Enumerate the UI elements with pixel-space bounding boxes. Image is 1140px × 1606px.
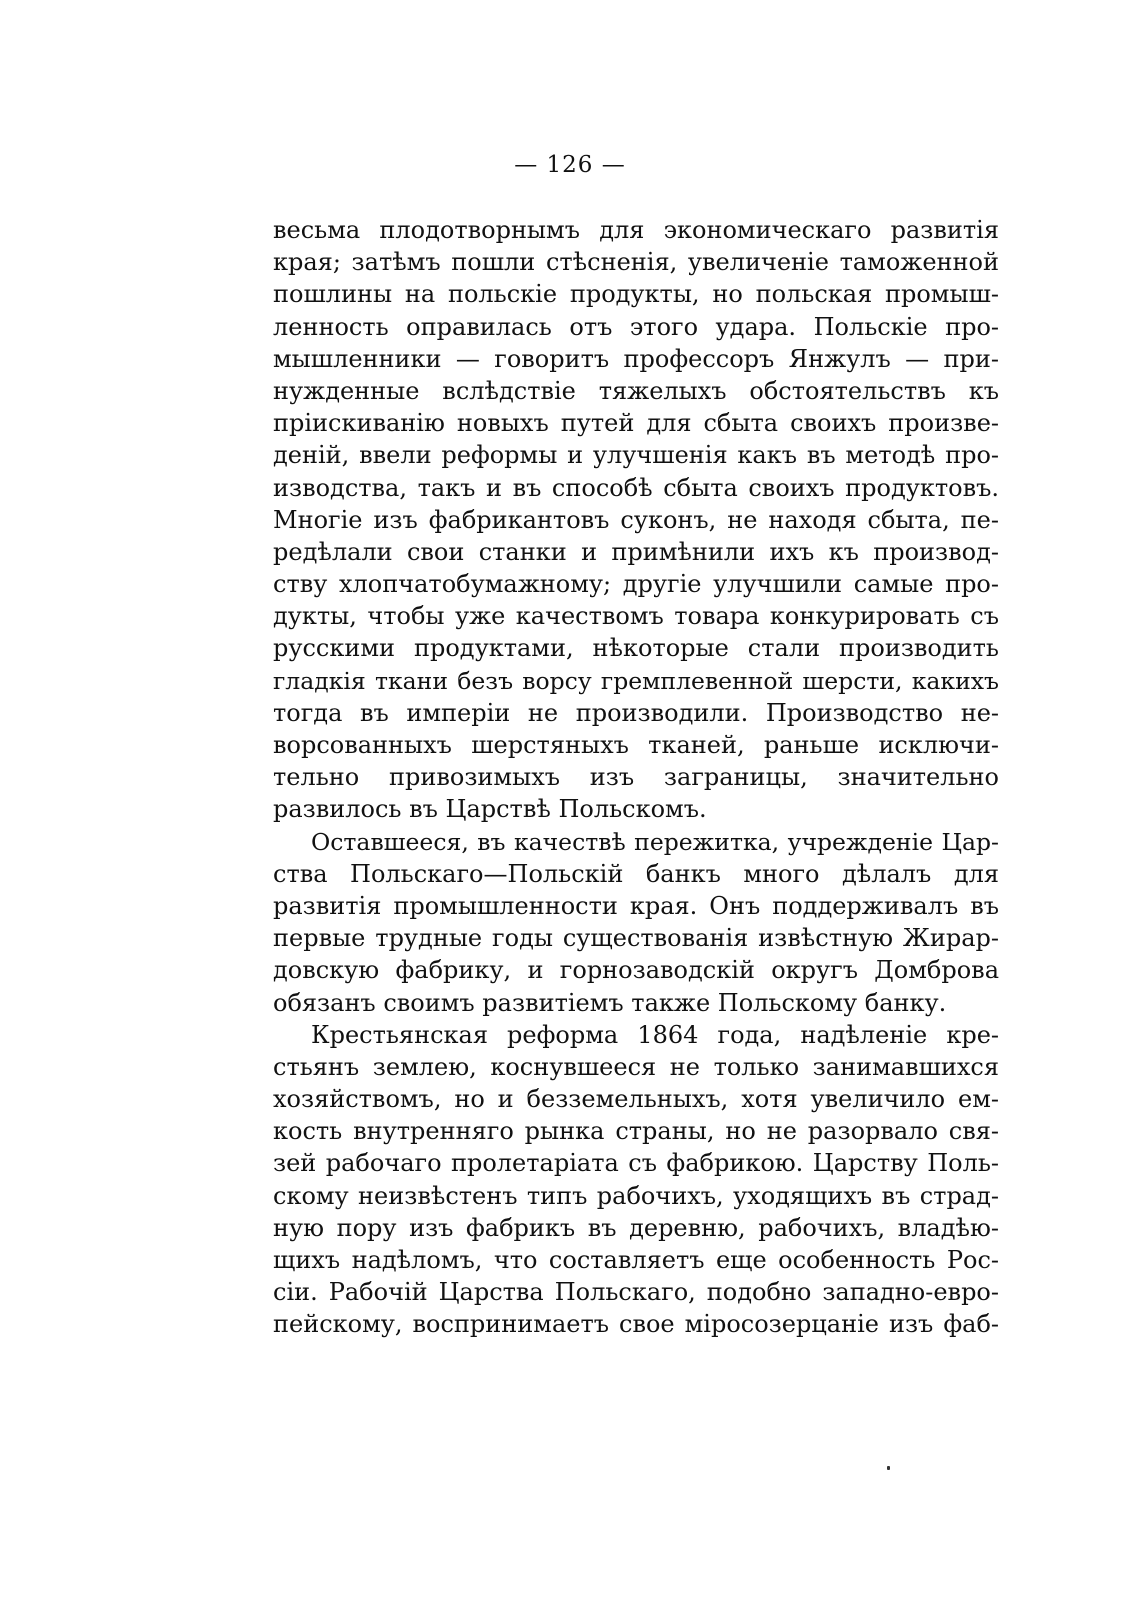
- text-line: ную пору изъ фабрикъ въ деревню, рабочихъ, владѣю-: [273, 1213, 999, 1242]
- text-line: пошлины на польскіе продукты, но польская промыш-: [273, 280, 999, 309]
- text-line: гладкія ткани безъ ворсу гремплевенной шерсти, какихъ: [273, 666, 999, 695]
- paragraph-end-line: развилось въ Царствѣ Польскомъ.: [273, 795, 707, 824]
- text-line: скому неизвѣстенъ типъ рабочихъ, уходящихъ въ страд-: [273, 1181, 999, 1210]
- text-line: стьянъ землею, коснувшееся не только занимавшихся: [273, 1052, 999, 1081]
- paragraph-start-line: Крестьянская реформа 1864 года, надѣленіе кре-: [311, 1020, 999, 1049]
- text-line: весьма плодотворнымъ для экономическаго развитія: [273, 216, 999, 244]
- stray-ink-mark: [887, 1466, 890, 1470]
- text-line: щихъ надѣломъ, что составляетъ еще особенность Рос-: [273, 1246, 999, 1274]
- text-line: довскую фабрику, и горнозаводскій округъ Домброва: [273, 956, 999, 985]
- text-line: тельно привозимыхъ изъ заграницы, значительно: [273, 763, 999, 792]
- text-line: деній, ввели реформы и улучшенія какъ въ методѣ про-: [273, 441, 999, 470]
- text-line: ства Польскаго—Польскій банкъ много дѣлалъ для: [273, 859, 999, 888]
- text-line: ворсованныхъ шерстяныхъ тканей, раньше исключи-: [273, 731, 999, 759]
- text-line: нужденные вслѣдствіе тяжелыхъ обстоятельствъ къ: [273, 376, 999, 405]
- text-line: первые трудные годы существованія извѣстную Жирар-: [273, 924, 999, 953]
- text-line: Многіе изъ фабрикантовъ суконъ, не находя сбыта, пе-: [273, 505, 999, 534]
- text-line: пейскому, воспринимаетъ свое міросозерцаніе изъ фаб-: [273, 1310, 999, 1339]
- text-line: ленность оправилась отъ этого удара. Польскіе про-: [273, 312, 999, 341]
- paragraph-end-line: обязанъ своимъ развитіемъ также Польскому банку.: [273, 988, 947, 1017]
- text-line: мышленники — говоритъ профессоръ Янжулъ — при-: [273, 344, 999, 373]
- text-line: тогда въ имперіи не производили. Производство не-: [273, 698, 999, 727]
- page-number: — 126 —: [514, 152, 626, 178]
- text-line: зей рабочаго пролетаріата съ фабрикою. Царству Поль-: [273, 1149, 999, 1178]
- text-line: дукты, чтобы уже качествомъ товара конкурировать съ: [273, 602, 999, 631]
- text-line: русскими продуктами, нѣкоторые стали производить: [273, 634, 999, 663]
- text-line: пріискиванію новыхъ путей для сбыта своихъ произве-: [273, 409, 999, 438]
- text-line: развитія промышленности края. Онъ поддерживалъ въ: [273, 891, 999, 920]
- text-line: изводства, такъ и въ способѣ сбыта своихъ продуктовъ.: [273, 473, 999, 502]
- text-line: сіи. Рабочій Царства Польскаго, подобно западно-евро-: [273, 1278, 999, 1307]
- text-line: края; затѣмъ пошли стѣсненія, увеличеніе таможенной: [273, 248, 999, 277]
- text-line: редѣлали свои станки и примѣнили ихъ къ производ-: [273, 537, 999, 566]
- paragraph-start-line: Оставшееся, въ качествѣ пережитка, учрежденіе Цар-: [311, 827, 999, 856]
- text-line: ству хлопчатобумажному; другіе улучшили самые про-: [273, 570, 999, 599]
- body-text: [273, 214, 999, 1341]
- text-line: хозяйствомъ, но и безземельныхъ, хотя увеличило ем-: [273, 1085, 999, 1114]
- text-line: кость внутренняго рынка страны, но не разорвало свя-: [273, 1117, 999, 1146]
